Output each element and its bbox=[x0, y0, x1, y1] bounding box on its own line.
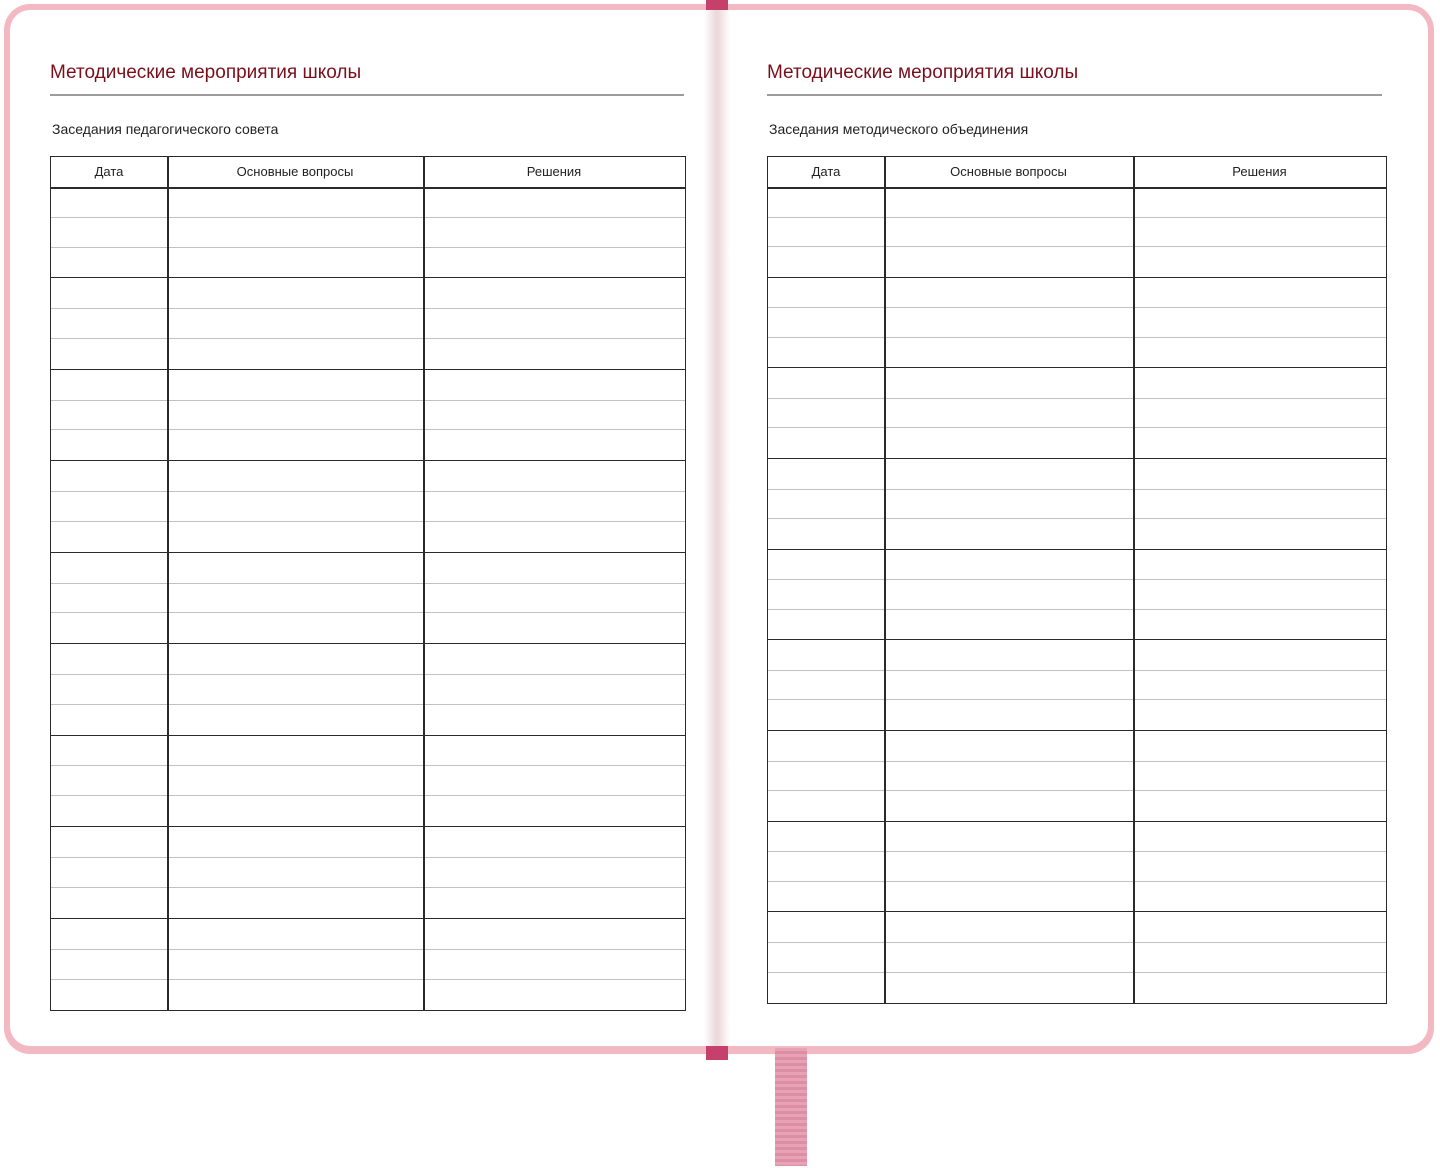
column-divider bbox=[423, 157, 425, 1010]
column-divider bbox=[884, 157, 886, 1003]
table-row-group bbox=[51, 278, 685, 369]
table-header bbox=[51, 157, 685, 189]
pedagogical-council-table bbox=[50, 156, 686, 1011]
table-row-group bbox=[51, 919, 685, 1010]
left-title-rule bbox=[50, 94, 684, 96]
table-row-group bbox=[51, 187, 685, 278]
table-row-group bbox=[768, 187, 1386, 278]
table-row-group bbox=[768, 731, 1386, 822]
bookmark-ribbon[interactable] bbox=[775, 1048, 807, 1166]
right-title-rule bbox=[767, 94, 1382, 96]
table-body bbox=[51, 187, 685, 1010]
column-header-main-questions: Основные вопросы bbox=[236, 164, 354, 179]
table-body bbox=[768, 187, 1386, 1003]
table-row-group bbox=[51, 461, 685, 552]
table-row-group bbox=[768, 912, 1386, 1003]
right-page-title: Методические мероприятия школы bbox=[767, 62, 1079, 83]
table-row-group bbox=[768, 459, 1386, 550]
table-row-group bbox=[768, 278, 1386, 369]
table-row-group bbox=[768, 640, 1386, 731]
table-row-group bbox=[51, 736, 685, 827]
column-header-main-questions: Основные вопросы bbox=[950, 164, 1067, 179]
column-header-decisions: Решения bbox=[526, 164, 582, 179]
left-page-subtitle: Заседания педагогического совета bbox=[52, 121, 279, 137]
table-row-group bbox=[768, 368, 1386, 459]
column-header-date: Дата bbox=[811, 164, 841, 179]
table-row-group bbox=[768, 822, 1386, 913]
headband-bottom bbox=[706, 1046, 728, 1060]
column-header-decisions: Решения bbox=[1232, 164, 1287, 179]
right-page-subtitle: Заседания методического объединения bbox=[769, 121, 1029, 137]
table-row-group bbox=[768, 550, 1386, 641]
column-divider bbox=[1133, 157, 1135, 1003]
column-divider bbox=[167, 157, 169, 1010]
table-row-group bbox=[51, 553, 685, 644]
spine-gutter bbox=[704, 10, 730, 1046]
column-header-date: Дата bbox=[94, 164, 124, 179]
table-header bbox=[768, 157, 1386, 189]
left-page-title: Методические мероприятия школы bbox=[50, 62, 362, 83]
table-row-group bbox=[51, 370, 685, 461]
table-row-group bbox=[51, 644, 685, 735]
methodical-association-table bbox=[767, 156, 1387, 1004]
table-row-group bbox=[51, 827, 685, 918]
